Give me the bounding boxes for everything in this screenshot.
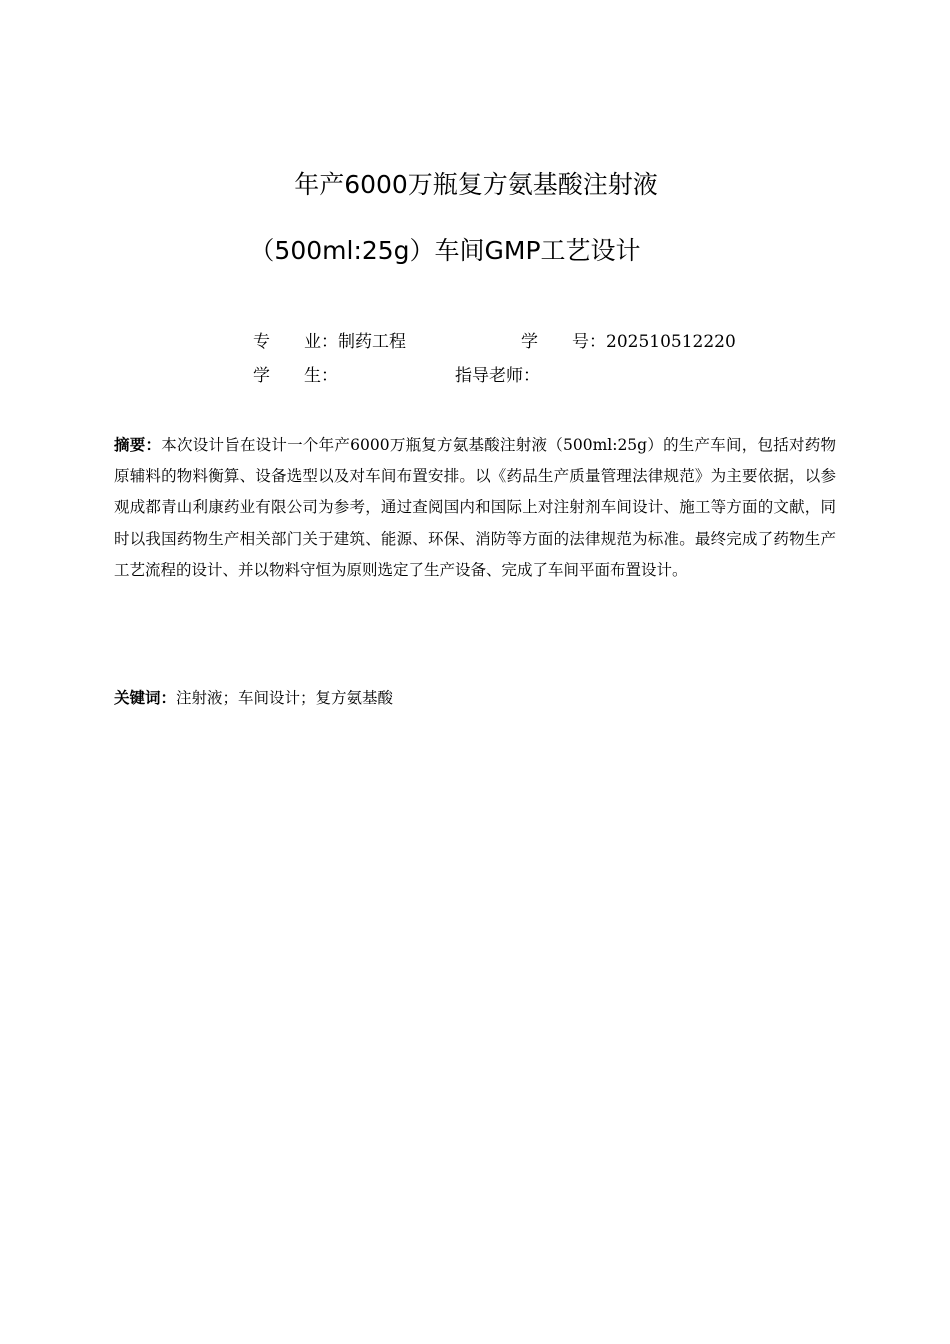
advisor-label: 指导老师： — [455, 366, 540, 386]
abstract-label: 摘要： — [114, 436, 162, 454]
document-title — [0, 166, 950, 270]
major-label: 专 — [253, 332, 304, 352]
keywords-text: 注射液；车间设计；复方氨基酸 — [176, 689, 394, 707]
student-label: 学 — [253, 366, 304, 386]
keywords-label: 关键词： — [114, 689, 177, 707]
student-id-label: 学 — [521, 332, 572, 352]
title-line-2: （500ml:25g）车间GMP工艺设计 — [249, 236, 641, 265]
keywords-line — [114, 686, 393, 710]
student-label-tail: 生： — [304, 366, 338, 386]
major-label-tail: 业： — [304, 332, 338, 352]
student-field — [253, 365, 338, 387]
abstract-paragraph — [114, 430, 836, 586]
abstract-text: 本次设计旨在设计一个年产6000万瓶复方氨基酸注射液（500ml:25g）的生产车间，包括对药物原辅料的物料衡算、设备选型以及对车间布置安排。以《药品生产质量管理法律规范》为主要依据，以参观成都青山利康药业有限公司为参考，通过查阅国内和国际上对注射剂车间设计、施工等方面的文献，同时以我国药物生产相关部门关于建筑、能源、环保、消防等方面的法律规范为标准。最终完成了药物生产工艺流程的设计、并以物料守恒为原则选定了生产设备、完成了车间平面布置设计。 — [114, 436, 836, 579]
title-line-1: 年产6000万瓶复方氨基酸注射液 — [294, 170, 658, 199]
major-value: 制药工程 — [338, 332, 406, 352]
major-field — [253, 331, 406, 353]
advisor-field — [455, 365, 540, 387]
student-id-value: 202510512220 — [606, 332, 736, 352]
student-id-field — [521, 331, 736, 353]
student-id-label-tail: 号： — [572, 332, 606, 352]
